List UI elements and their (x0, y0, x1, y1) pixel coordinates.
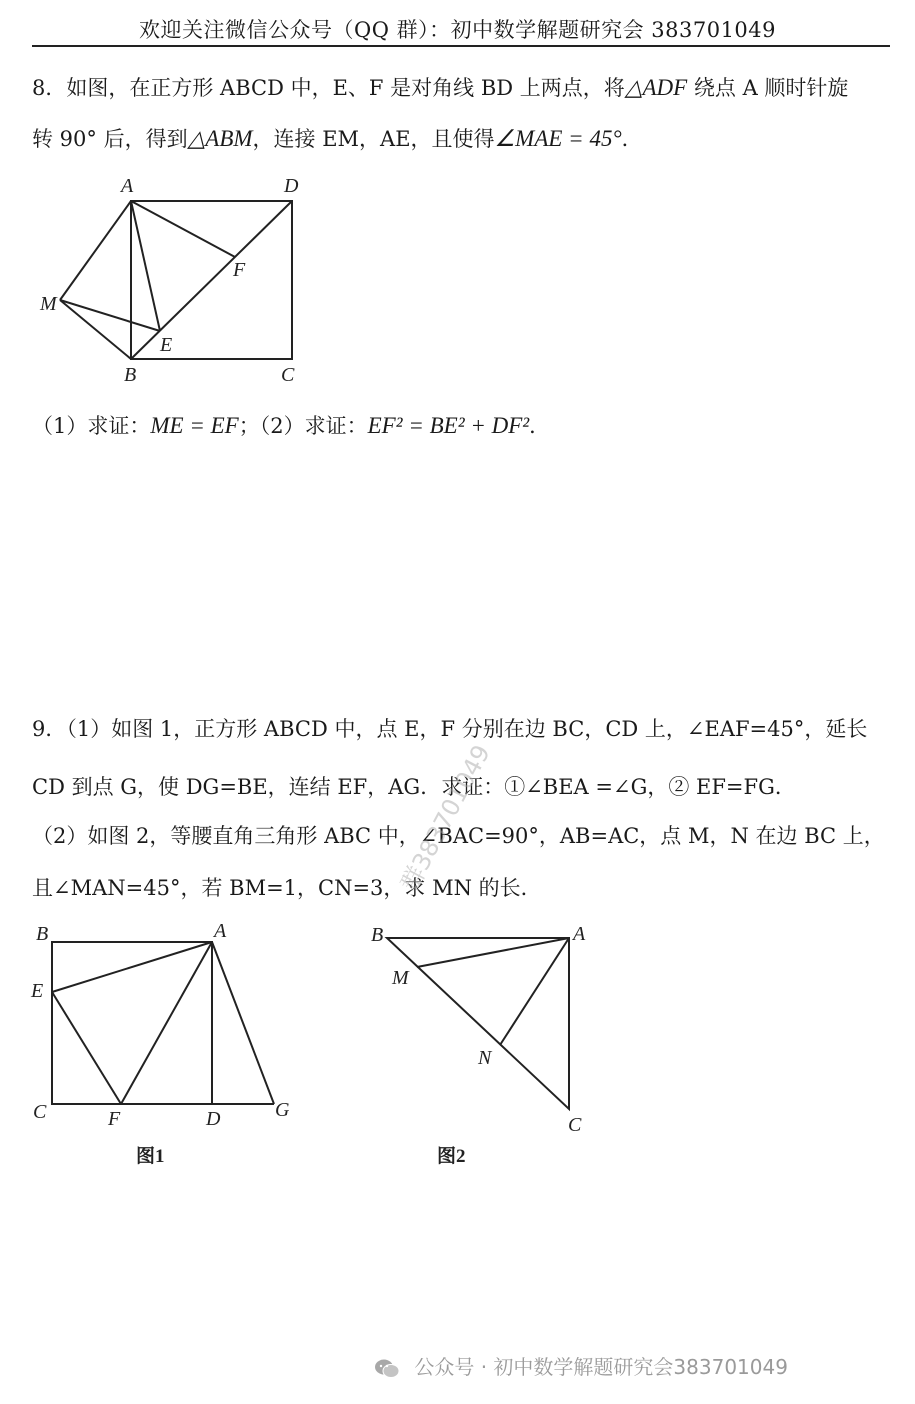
q9-line4: 且∠MAN=45°，若 BM=1，CN=3，求 MN 的长． (32, 876, 542, 900)
label-e: E (31, 980, 44, 1002)
q8-text: （1）求证： (32, 414, 151, 438)
figure2-caption: 图2 (437, 1146, 466, 1167)
label-a: A (121, 175, 134, 197)
footer-text: 公众号 · 初中数学解题研究会383701049 (414, 1355, 788, 1379)
q8-figure-svg (30, 170, 330, 390)
label-n: N (478, 1047, 492, 1069)
q8-line1 (32, 72, 848, 102)
label-b: B (124, 364, 137, 386)
q8-text: ；（2）求证： (238, 414, 368, 438)
wechat-icon (374, 1358, 400, 1380)
label-m: M (392, 967, 409, 989)
footer (374, 1351, 788, 1380)
segment-am (60, 201, 131, 300)
label-b: B (36, 923, 49, 945)
segment-mb (60, 300, 131, 359)
watermark: 群383701049 (395, 740, 496, 896)
q9-line1: 9．（1）如图 1，正方形 ABCD 中，点 E，F 分别在边 BC，CD 上，∠EAF=45°，延长 (32, 717, 868, 741)
q8-text: 8．如图，在正方形 ABCD 中，E、F 是对角线 BD 上两点，将 (32, 76, 625, 100)
q8-line2 (32, 123, 643, 153)
q9-figure1-svg (30, 918, 310, 1178)
label-b: B (371, 924, 384, 946)
segment-am (417, 938, 569, 967)
q8-text: ． (621, 127, 643, 151)
label-c: C (33, 1101, 47, 1123)
q8-text: 转 90° 后，得到 (32, 127, 188, 151)
figure1-caption: 图1 (136, 1146, 165, 1167)
segment-me (60, 300, 160, 331)
label-f: F (233, 259, 246, 281)
q8-angle-mae: ∠MAE = 45° (494, 126, 622, 151)
q9-figure2-svg (365, 918, 615, 1178)
label-a: A (573, 923, 586, 945)
triangle-abc (387, 938, 569, 1109)
q9-line2: CD 到点 G，使 DG=BE，连结 EF，AG．求证：①∠BEA =∠G，② EF=FG． (32, 775, 796, 799)
q9-line3: （2）如图 2，等腰直角三角形 ABC 中，∠BAC=90°，AB=AC，点 M，N 在边 BC 上， (32, 824, 885, 848)
q8-figure (30, 170, 330, 394)
label-g: G (275, 1099, 290, 1121)
label-c: C (281, 364, 295, 386)
q8-subquestions (32, 410, 550, 440)
segment-ef (52, 992, 121, 1104)
q8-text: ． (529, 414, 551, 438)
q8-equation-2: EF² = BE² + DF² (367, 413, 530, 438)
q8-text: ，连接 EM，AE，且使得 (252, 127, 495, 151)
q9-figure2 (365, 918, 615, 1182)
q8-text: 绕点 A 顺时针旋 (687, 76, 849, 100)
q8-equation-1: ME = EF (150, 413, 239, 438)
segment-an (500, 938, 569, 1045)
segment-af (131, 201, 235, 257)
label-f: F (108, 1108, 121, 1130)
header-divider (32, 45, 890, 47)
q9-figure1 (30, 918, 310, 1182)
label-d: D (284, 175, 299, 197)
q8-triangle-adf: △ADF (624, 75, 688, 100)
label-m: M (40, 293, 57, 315)
diagonal-bd (131, 201, 292, 359)
label-e: E (160, 334, 173, 356)
q8-triangle-abm: △ABM (187, 126, 253, 151)
page-header: 欢迎关注微信公众号（QQ 群）：初中数学解题研究会 383701049 (138, 18, 777, 42)
label-d: D (206, 1108, 221, 1130)
segment-ag (212, 942, 274, 1104)
segment-ae (131, 201, 160, 331)
label-a: A (214, 920, 227, 942)
label-c: C (568, 1114, 582, 1136)
